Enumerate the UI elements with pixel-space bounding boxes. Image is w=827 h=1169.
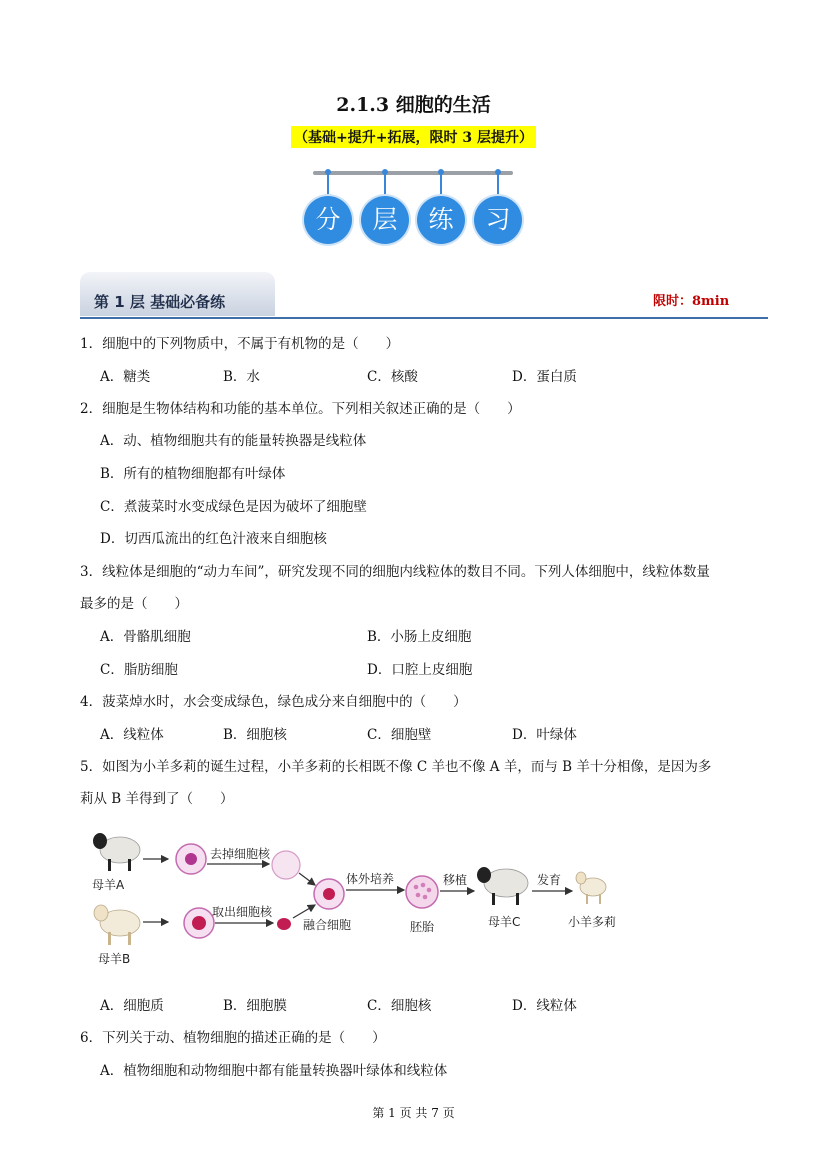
sheep-b-icon [94,905,140,945]
step-remove-nucleus-label: 去掉细胞核 [210,847,271,861]
question-2-option-c[interactable]: C．煮菠菜时水变成绿色是因为破坏了细胞壁 [100,499,367,515]
section-underline [80,317,768,319]
question-5-option-b[interactable]: B．细胞膜 [223,998,287,1014]
banner-char-xi: 习 [474,196,522,244]
question-3-option-a[interactable]: A．骨骼肌细胞 [100,629,191,645]
subtitle: （基础+提升+拓展，限时 3 层提升） [291,126,536,148]
question-3-stem-line1: 3．线粒体是细胞的“动力车间”，研究发现不同的细胞内线粒体的数目不同。下列人体细胞中，线粒体数量 [80,564,710,580]
banner-char-fen: 分 [304,196,352,244]
nucleus-icon [277,918,291,930]
question-5-stem-line1: 5．如图为小羊多莉的诞生过程，小羊多莉的长相既不像 C 羊也不像 A 羊，而与 B 羊十分相像，是因为多 [80,759,712,775]
fused-cell-label: 融合细胞 [303,918,352,932]
arrow [299,873,315,885]
fused-cell-icon [314,879,344,909]
banner-bar [313,171,513,175]
sheep-c-label: 母羊C [488,915,521,929]
embryo-icon [406,876,438,908]
sheep-a-icon [93,833,140,871]
question-1-option-c[interactable]: C．核酸 [367,369,418,385]
page-title: 2.1.3 细胞的生活 [336,94,491,116]
question-3-option-c[interactable]: C．脂肪细胞 [100,662,178,678]
question-4-option-a[interactable]: A．线粒体 [100,727,164,743]
body-cell-b-icon [184,908,214,938]
question-3-stem-line2: 最多的是（ ） [80,596,188,612]
step-transplant-label: 移植 [443,873,468,887]
question-6-option-a[interactable]: A．植物细胞和动物细胞中都有能量转换器叶绿体和线粒体 [100,1063,448,1079]
question-5-option-a[interactable]: A．细胞质 [100,998,164,1014]
question-4-option-c[interactable]: C．细胞壁 [367,727,432,743]
question-4-option-d[interactable]: D．叶绿体 [512,727,577,743]
sheep-a-label: 母羊A [92,878,125,892]
step-culture-label: 体外培养 [346,872,395,886]
question-4-option-b[interactable]: B．细胞核 [223,727,287,743]
dolly-lamb-icon [576,872,606,904]
egg-cell-a-icon [176,844,206,874]
step-develop-label: 发育 [537,873,562,887]
enucleated-egg-icon [272,851,300,879]
embryo-label: 胚胎 [410,920,435,934]
question-1-option-b[interactable]: B．水 [223,369,260,385]
question-5-stem-line2: 莉从 B 羊得到了（ ） [80,791,234,807]
banner-char-ceng: 层 [361,196,409,244]
question-3-option-b[interactable]: B．小肠上皮细胞 [367,629,472,645]
banner-pin [327,174,329,196]
sheep-b-label: 母羊B [98,952,131,966]
dolly-label: 小羊多莉 [568,915,617,929]
question-2-option-a[interactable]: A．动、植物细胞共有的能量转换器是线粒体 [100,433,367,449]
question-1-option-a[interactable]: A．糖类 [100,369,151,385]
question-5-option-d[interactable]: D．线粒体 [512,998,577,1014]
cloning-process-figure [88,825,628,970]
banner-pin [497,174,499,196]
banner-pin [384,174,386,196]
question-2-option-d[interactable]: D．切西瓜流出的红色汁液来自细胞核 [100,531,327,547]
banner-pin [440,174,442,196]
time-limit: 限时：8min [653,294,730,309]
subtitle-container [0,126,827,148]
arrow [293,905,315,918]
question-6-stem: 6．下列关于动、植物细胞的描述正确的是（ ） [80,1030,386,1046]
banner-char-lian: 练 [417,196,465,244]
section-label: 第 1 层 基础必备练 [94,293,226,311]
step-take-nucleus-label: 取出细胞核 [212,905,273,919]
question-3-option-d[interactable]: D．口腔上皮细胞 [367,662,473,678]
question-1-stem: 1．细胞中的下列物质中，不属于有机物的是（ ） [80,336,400,352]
question-5-option-c[interactable]: C．细胞核 [367,998,432,1014]
question-4-stem: 4．菠菜焯水时，水会变成绿色，绿色成分来自细胞中的（ ） [80,694,467,710]
sheep-c-icon [477,867,528,905]
question-2-stem: 2．细胞是生物体结构和功能的基本单位。下列相关叙述正确的是（ ） [80,401,521,417]
question-1-option-d[interactable]: D．蛋白质 [512,369,577,385]
question-2-option-b[interactable]: B．所有的植物细胞都有叶绿体 [100,466,286,482]
page-number: 第 1 页 共 7 页 [372,1106,455,1120]
